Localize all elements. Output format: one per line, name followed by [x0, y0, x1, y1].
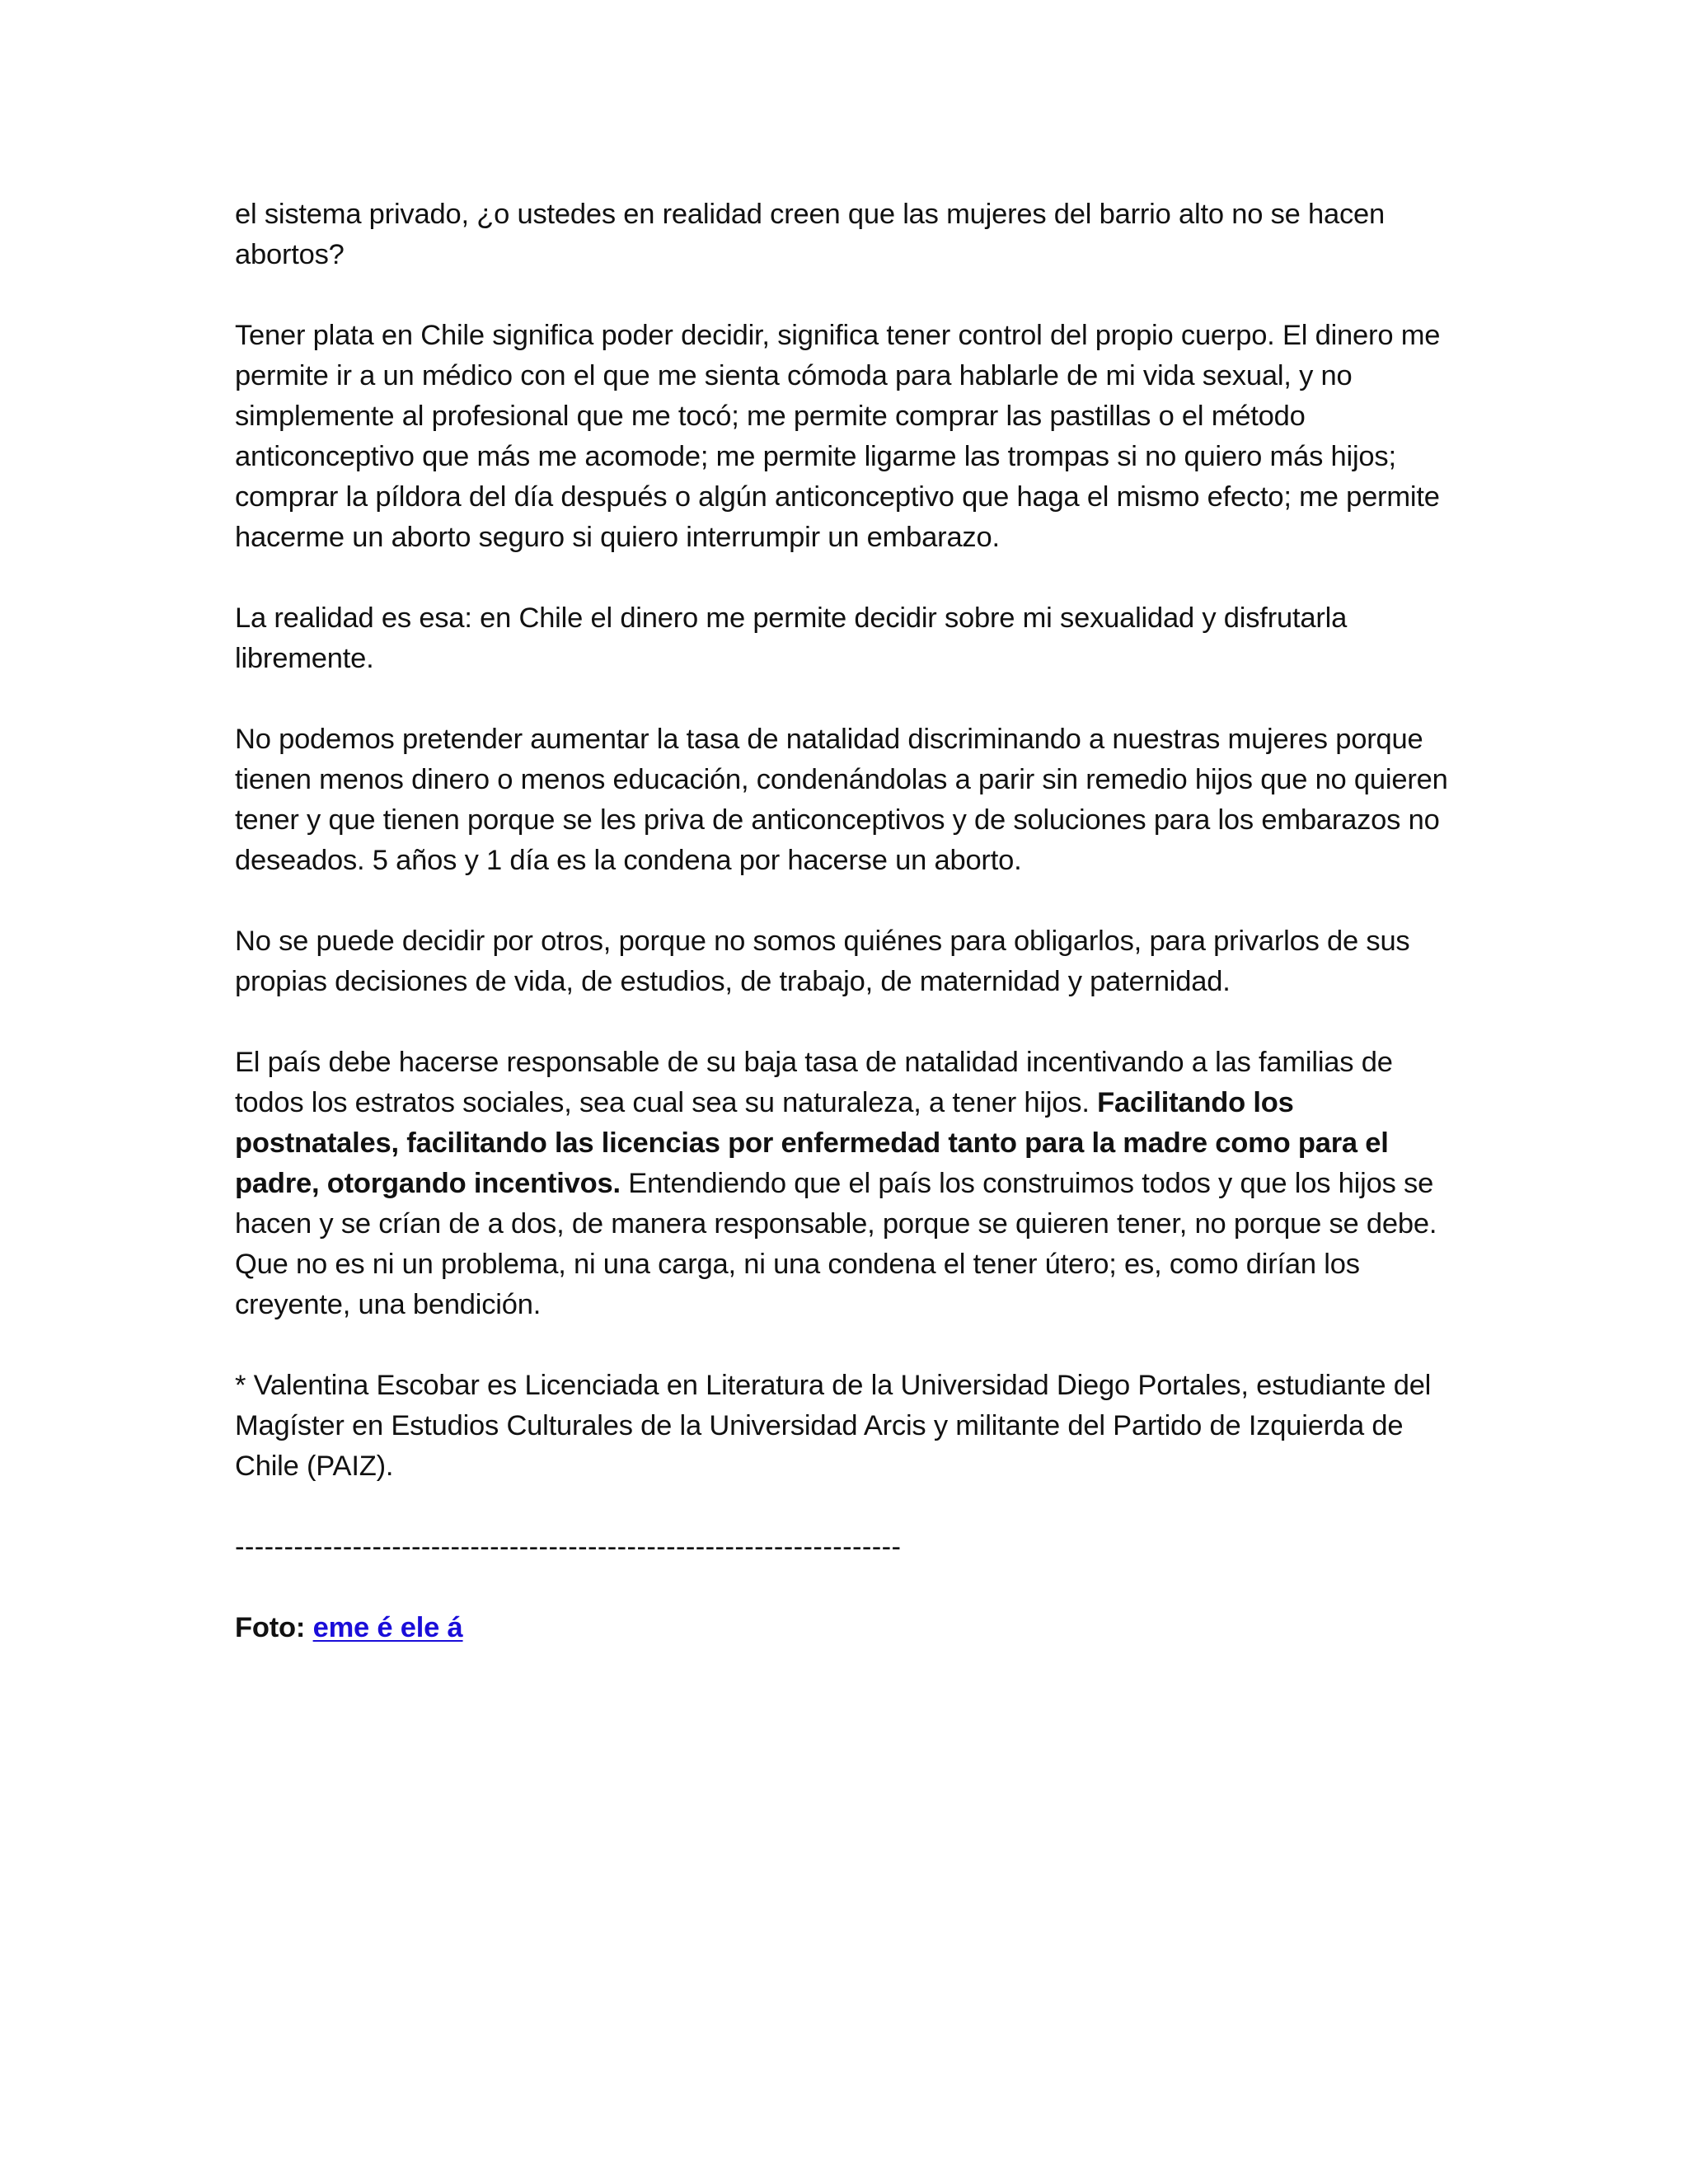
paragraph-text-before-bold: El país debe hacerse responsable de su baja tasa de natalidad incentivando a las familias de todos los estratos sociales, sea cual sea su naturaleza, a tener hijos.	[235, 1047, 1393, 1118]
photo-credit-label: Foto:	[235, 1612, 306, 1643]
paragraph-country-responsibility	[235, 1043, 1455, 1325]
photo-credit	[235, 1608, 1455, 1648]
dashed-divider: --------------------------------------------------------------------	[235, 1531, 902, 1563]
paragraph-reality: La realidad es esa: en Chile el dinero me permite decidir sobre mi sexualidad y disfrutarla libremente.	[235, 602, 1348, 674]
author-note: * Valentina Escobar es Licenciada en Literatura de la Universidad Diego Portales, estudiante del Magíster en Estudios Culturales de la Universidad Arcis y militante del Partido de Izquierda de Chile (PAIZ).	[235, 1370, 1432, 1482]
paragraph-birth-rate: No podemos pretender aumentar la tasa de natalidad discriminando a nuestras mujeres porque tienen menos dinero o menos educación, condenándolas a parir sin remedio hijos que no quieren tener y que tienen porque se les priva de anticonceptivos y de soluciones para los embarazos no deseados. 5 años y 1 día es la condena por hacerse un aborto.	[235, 724, 1448, 876]
paragraph-text-after-bold: Entendiendo que el país los construimos todos y que los hijos se hacen y se crían de a dos, de manera responsable, porque se quieren tener, no porque se debe. Que no es ni un problema, ni una carga, ni una condena el tener útero; es, como dirían los creyente, una bendición.	[235, 1168, 1437, 1320]
photo-credit-link[interactable]: eme é ele á	[312, 1612, 463, 1643]
paragraph-private-system: el sistema privado, ¿o ustedes en realidad creen que las mujeres del barrio alto no se hacen abortos?	[235, 199, 1385, 270]
article-body	[235, 194, 1455, 1648]
paragraph-money-control: Tener plata en Chile significa poder decidir, significa tener control del propio cuerpo. El dinero me permite ir a un médico con el que me sienta cómoda para hablarle de mi vida sexual, y no simplemente al profesional que me tocó; me permite comprar las pastillas o el método anticonceptivo que más me acomode; me permite ligarme las trompas si no quiero más hijos; comprar la píldora del día después o algún anticonceptivo que haga el mismo efecto; me permite hacerme un aborto seguro si quiero interrumpir un embarazo.	[235, 320, 1441, 553]
paragraph-decide-for-others: No se puede decidir por otros, porque no somos quiénes para obligarlos, para privarlos de sus propias decisiones de vida, de estudios, de trabajo, de maternidad y paternidad.	[235, 926, 1410, 997]
paragraph-bold-text: Facilitando los postnatales, facilitando las licencias por enfermedad tanto para la madre como para el padre, otorgando incentivos.	[235, 1087, 1389, 1199]
